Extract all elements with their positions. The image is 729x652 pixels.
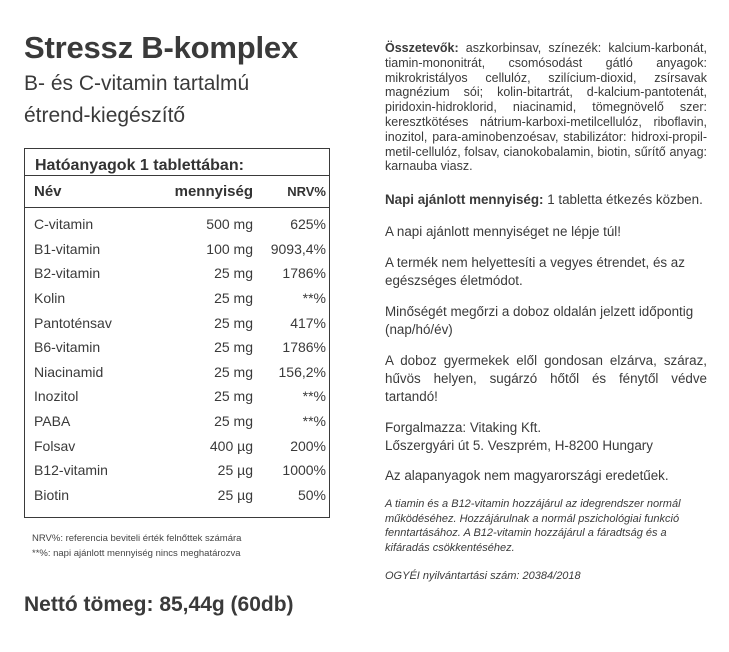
row-nrv: **% bbox=[302, 388, 326, 405]
row-name: Biotin bbox=[34, 486, 70, 503]
row-qty: 100 mg bbox=[206, 240, 253, 257]
warning-dose: A napi ajánlott mennyiséget ne lépje túl! bbox=[385, 224, 621, 240]
table-body bbox=[25, 208, 329, 507]
row-nrv: 417% bbox=[290, 314, 326, 331]
table-row bbox=[25, 458, 329, 483]
daily-dose-text: 1 tabletta étkezés közben. bbox=[543, 192, 703, 208]
row-qty: 25 mg bbox=[214, 290, 253, 307]
row-qty: 400 µg bbox=[209, 437, 253, 454]
header-nrv: NRV% bbox=[287, 184, 326, 199]
row-name: Pantoténsav bbox=[34, 314, 112, 331]
row-name: B2-vitamin bbox=[34, 265, 101, 282]
table-row bbox=[25, 384, 329, 409]
label-text-column bbox=[385, 41, 707, 583]
row-name: C-vitamin bbox=[34, 216, 94, 233]
product-heading bbox=[24, 30, 346, 130]
row-name: B6-vitamin bbox=[34, 339, 101, 356]
row-qty: 500 mg bbox=[206, 216, 253, 233]
row-qty: 25 mg bbox=[214, 363, 253, 380]
row-qty: 25 µg bbox=[217, 486, 253, 503]
header-name: Név bbox=[34, 183, 62, 200]
row-nrv: **% bbox=[302, 413, 326, 430]
row-name: Inozitol bbox=[34, 388, 79, 405]
header-qty: mennyiség bbox=[174, 183, 253, 200]
table-row bbox=[25, 360, 329, 385]
row-qty: 25 mg bbox=[214, 314, 253, 331]
best-before: Minőségét megőrzi a doboz oldalán jelzett időpontig (nap/hó/év) bbox=[385, 304, 694, 338]
row-name: Kolin bbox=[34, 290, 66, 307]
net-weight: Nettó tömeg: 85,44g (60db) bbox=[24, 593, 294, 616]
row-name: B1-vitamin bbox=[34, 240, 101, 257]
row-qty: 25 mg bbox=[214, 339, 253, 356]
product-title: Stressz B-komplex bbox=[24, 30, 298, 65]
daily-dose bbox=[385, 191, 707, 209]
nutrition-table bbox=[24, 148, 330, 518]
table-row bbox=[25, 261, 329, 286]
table-row bbox=[25, 409, 329, 434]
row-nrv: 50% bbox=[297, 486, 326, 503]
origin-note: Az alapanyagok nem magyarországi eredetűek. bbox=[385, 468, 669, 484]
row-nrv: 1000% bbox=[282, 462, 326, 479]
row-nrv: 156,2% bbox=[278, 363, 326, 380]
table-row bbox=[25, 212, 329, 237]
table-caption: Hatóanyagok 1 tablettában: bbox=[25, 149, 329, 176]
table-row bbox=[25, 286, 329, 311]
table-row bbox=[25, 483, 329, 508]
table-row bbox=[25, 237, 329, 262]
registration-number: OGYÉI nyilvántartási szám: 20384/2018 bbox=[385, 569, 581, 582]
table-row bbox=[25, 310, 329, 335]
warning-diet: A termék nem helyettesíti a vegyes étrendet, és az egészséges életmódot. bbox=[385, 255, 685, 289]
row-qty: 25 µg bbox=[217, 462, 253, 479]
row-nrv: 1786% bbox=[282, 265, 326, 282]
ingredients-label: Összetevők: bbox=[385, 41, 459, 55]
row-name: B12-vitamin bbox=[34, 462, 108, 479]
row-nrv: 625% bbox=[290, 216, 326, 233]
footnote-nrv: NRV%: referencia beviteli érték felnőttek számára bbox=[32, 533, 242, 544]
table-footnotes bbox=[32, 531, 332, 561]
health-claims: A tiamin és a B12-vitamin hozzájárul az idegrendszer normál működéséhez. Hozzájárulnak a normál pszichológiai funkció fenntartásához. A B12-vitamin hozzájárul a fáradtság és a kifáradás csökkentéséhez. bbox=[385, 498, 681, 554]
daily-dose-label: Napi ajánlott mennyiség: bbox=[385, 192, 544, 208]
product-subtitle-line1: B- és C-vitamin tartalmú bbox=[24, 72, 250, 95]
ingredients bbox=[385, 41, 707, 174]
ingredients-text: aszkorbinsav, színezék: kalcium-karbonát, tiamin-mononitrát, csomósodást gátló anyagok: mikrokristályos cellulóz, szilícium-dioxid, zsírsavak magnézium sói; kolin-bitartrát, d-kalcium-pantotenát, piridoxin-hidroklorid, niacinamid, tömegnövelő szer: keresztkötéses nátrium-karboxi-metilcellulóz, riboflavin, inozitol, para-aminobenzoésav, stabilizátor: hidroxi-propil-metil-cellulóz, folsav, cianokobalamin, biotin, sűrítő anyag: karnauba viasz. bbox=[385, 41, 707, 174]
row-nrv: 200% bbox=[290, 437, 326, 454]
footnote-stars: **%: napi ajánlott mennyiség nincs meghatározva bbox=[32, 548, 241, 559]
row-nrv: 9093,4% bbox=[270, 240, 326, 257]
row-qty: 25 mg bbox=[214, 265, 253, 282]
distributor-address: Lőszergyári út 5. Veszprém, H-8200 Hungary bbox=[385, 438, 653, 454]
table-row bbox=[25, 433, 329, 458]
row-name: Folsav bbox=[34, 437, 76, 454]
row-name: PABA bbox=[34, 413, 71, 430]
table-row bbox=[25, 335, 329, 360]
row-qty: 25 mg bbox=[214, 388, 253, 405]
product-subtitle-line2: étrend-kiegészítő bbox=[24, 104, 186, 127]
row-nrv: 1786% bbox=[282, 339, 326, 356]
distributor-name: Forgalmazza: Vitaking Kft. bbox=[385, 420, 542, 436]
row-name: Niacinamid bbox=[34, 363, 104, 380]
row-nrv: **% bbox=[302, 290, 326, 307]
storage-instructions: A doboz gyermekek elől gondosan elzárva, száraz, hűvös helyen, sugárzó hőtől és fénytől védve tartandó! bbox=[385, 353, 707, 405]
table-header-row bbox=[25, 176, 329, 208]
row-qty: 25 mg bbox=[214, 413, 253, 430]
